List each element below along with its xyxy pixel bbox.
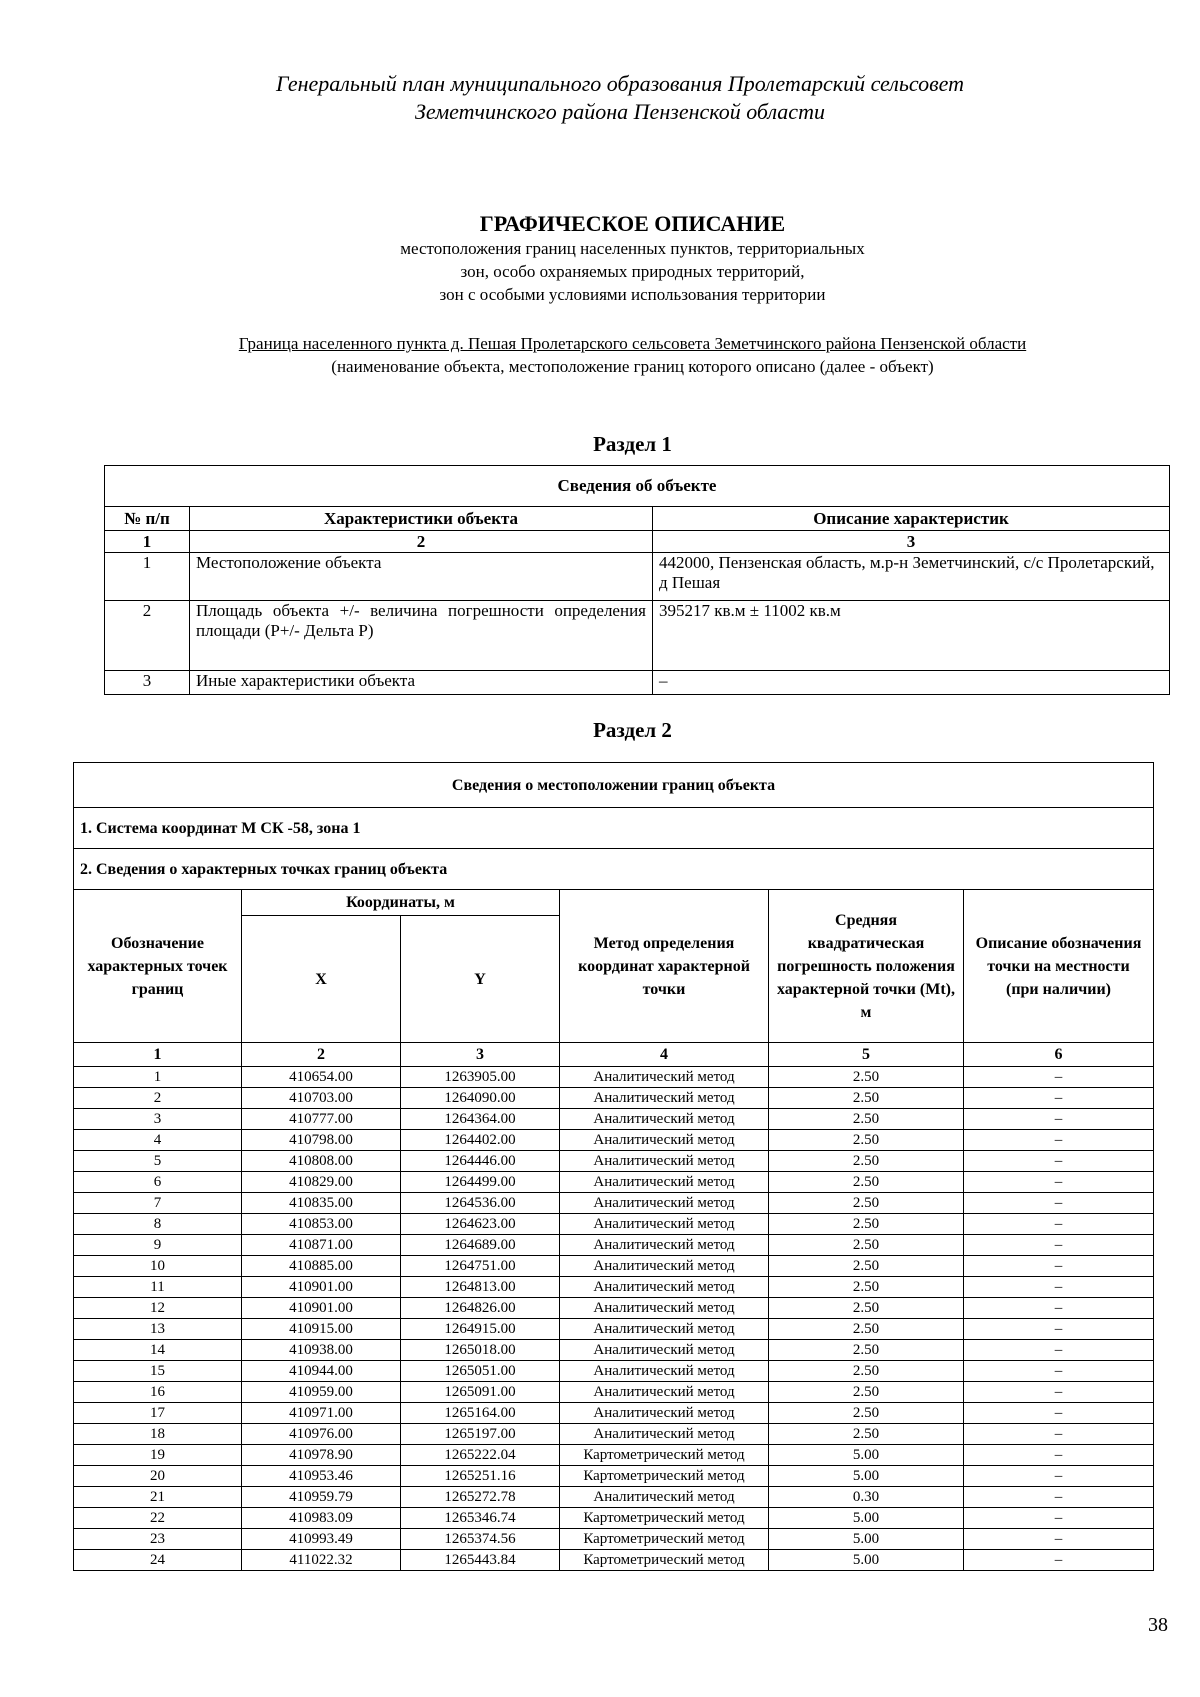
points-body: [74, 1067, 1154, 1571]
point-error: 2.50: [769, 1193, 964, 1214]
col-number-6: 6: [964, 1043, 1154, 1067]
boundary-points-table: [73, 762, 1154, 1571]
point-description: –: [964, 1109, 1154, 1130]
point-description: –: [964, 1550, 1154, 1571]
col-number-2: 2: [242, 1043, 401, 1067]
point-y: 1264751.00: [401, 1256, 560, 1277]
table-row: [74, 1445, 1154, 1466]
table-row: [74, 1067, 1154, 1088]
point-method: Аналитический метод: [560, 1151, 769, 1172]
point-y: 1264689.00: [401, 1235, 560, 1256]
point-y: 1264402.00: [401, 1130, 560, 1151]
table-row: [105, 601, 1170, 671]
point-id: 16: [74, 1382, 242, 1403]
point-x: 410835.00: [242, 1193, 401, 1214]
row-description: 395217 кв.м ± 11002 кв.м: [653, 601, 1170, 671]
object-info-table-title: Сведения об объекте: [105, 466, 1170, 507]
point-method: Аналитический метод: [560, 1130, 769, 1151]
col-header-characteristic: Характеристики объекта: [190, 507, 653, 531]
point-id: 22: [74, 1508, 242, 1529]
table-row: [74, 1172, 1154, 1193]
point-id: 8: [74, 1214, 242, 1235]
table-row: [105, 553, 1170, 601]
table-row: [74, 1088, 1154, 1109]
col-number-4: 4: [560, 1043, 769, 1067]
point-method: Аналитический метод: [560, 1172, 769, 1193]
point-description: –: [964, 1235, 1154, 1256]
point-id: 3: [74, 1109, 242, 1130]
table-row: [74, 1424, 1154, 1445]
point-description: –: [964, 1172, 1154, 1193]
col-header-error: Средняя квадратическая погрешность положения характерной точки (Mt), м: [769, 890, 964, 1043]
point-y: 1264623.00: [401, 1214, 560, 1235]
point-y: 1265091.00: [401, 1382, 560, 1403]
object-name: Граница населенного пункта д. Пешая Пролетарского сельсовета Земетчинского района Пензенской области: [238, 334, 1027, 353]
point-id: 14: [74, 1340, 242, 1361]
point-y: 1263905.00: [401, 1067, 560, 1088]
table-row: [74, 1550, 1154, 1571]
point-method: Аналитический метод: [560, 1277, 769, 1298]
point-description: –: [964, 1403, 1154, 1424]
table-row: [74, 1256, 1154, 1277]
point-error: 2.50: [769, 1319, 964, 1340]
header-line-2: Земетчинского района Пензенской области: [415, 99, 825, 124]
table-row: [74, 1193, 1154, 1214]
point-method: Картометрический метод: [560, 1529, 769, 1550]
table-row: [74, 1508, 1154, 1529]
point-method: Аналитический метод: [560, 1382, 769, 1403]
table-row: [74, 1235, 1154, 1256]
points-title-row: 2. Сведения о характерных точках границ объекта: [74, 849, 1154, 890]
table-row: [74, 1151, 1154, 1172]
point-method: Аналитический метод: [560, 1487, 769, 1508]
point-method: Аналитический метод: [560, 1109, 769, 1130]
table-row: [74, 1403, 1154, 1424]
point-description: –: [964, 1382, 1154, 1403]
point-id: 19: [74, 1445, 242, 1466]
point-id: 10: [74, 1256, 242, 1277]
row-description: 442000, Пензенская область, м.р-н Земетчинский, с/с Пролетарский, д Пешая: [653, 553, 1170, 601]
object-name-block: [0, 332, 1200, 378]
point-error: 2.50: [769, 1088, 964, 1109]
point-method: Аналитический метод: [560, 1256, 769, 1277]
point-description: –: [964, 1193, 1154, 1214]
col-header-number: № п/п: [105, 507, 190, 531]
row-number: 1: [105, 553, 190, 601]
point-description: –: [964, 1151, 1154, 1172]
row-characteristic: Местоположение объекта: [190, 553, 653, 601]
row-number: 2: [105, 601, 190, 671]
point-error: 2.50: [769, 1130, 964, 1151]
table-row: [74, 1382, 1154, 1403]
point-id: 1: [74, 1067, 242, 1088]
point-description: –: [964, 1466, 1154, 1487]
point-error: 5.00: [769, 1466, 964, 1487]
subtitle-line-2: зон, особо охраняемых природных территорий,: [460, 262, 805, 281]
col-header-description: Описание характеристик: [653, 507, 1170, 531]
point-error: 0.30: [769, 1487, 964, 1508]
point-y: 1265018.00: [401, 1340, 560, 1361]
point-error: 2.50: [769, 1151, 964, 1172]
point-id: 23: [74, 1529, 242, 1550]
point-method: Аналитический метод: [560, 1361, 769, 1382]
point-id: 6: [74, 1172, 242, 1193]
point-x: 410703.00: [242, 1088, 401, 1109]
point-x: 411022.32: [242, 1550, 401, 1571]
point-x: 410938.00: [242, 1340, 401, 1361]
point-id: 17: [74, 1403, 242, 1424]
point-y: 1264446.00: [401, 1151, 560, 1172]
point-description: –: [964, 1529, 1154, 1550]
point-id: 20: [74, 1466, 242, 1487]
col-number-1: 1: [74, 1043, 242, 1067]
table-row: [74, 1319, 1154, 1340]
point-id: 7: [74, 1193, 242, 1214]
point-y: 1265346.74: [401, 1508, 560, 1529]
point-y: 1264364.00: [401, 1109, 560, 1130]
point-x: 410901.00: [242, 1277, 401, 1298]
point-error: 2.50: [769, 1340, 964, 1361]
point-error: 5.00: [769, 1550, 964, 1571]
point-description: –: [964, 1319, 1154, 1340]
point-method: Картометрический метод: [560, 1445, 769, 1466]
point-description: –: [964, 1067, 1154, 1088]
point-description: –: [964, 1256, 1154, 1277]
point-method: Аналитический метод: [560, 1088, 769, 1109]
point-description: –: [964, 1298, 1154, 1319]
point-y: 1264826.00: [401, 1298, 560, 1319]
point-method: Аналитический метод: [560, 1235, 769, 1256]
document-title: ГРАФИЧЕСКОЕ ОПИСАНИЕ: [479, 211, 786, 236]
point-y: 1265051.00: [401, 1361, 560, 1382]
point-description: –: [964, 1487, 1154, 1508]
subtitle-line-1: местоположения границ населенных пунктов, территориальных: [400, 239, 865, 258]
point-error: 5.00: [769, 1508, 964, 1529]
col-header-y: Y: [401, 916, 560, 1043]
point-error: 2.50: [769, 1109, 964, 1130]
table-row: [74, 1529, 1154, 1550]
row-description: –: [653, 671, 1170, 695]
point-x: 410654.00: [242, 1067, 401, 1088]
section-1-title: Раздел 1: [593, 432, 672, 456]
point-description: –: [964, 1130, 1154, 1151]
point-x: 410976.00: [242, 1424, 401, 1445]
col-header-method: Метод определения координат характерной точки: [560, 890, 769, 1043]
point-method: Аналитический метод: [560, 1214, 769, 1235]
point-x: 410853.00: [242, 1214, 401, 1235]
point-y: 1265197.00: [401, 1424, 560, 1445]
table-row: [74, 1298, 1154, 1319]
col-header-designation: Обозначение характерных точек границ: [74, 890, 242, 1043]
table-row: [74, 1214, 1154, 1235]
point-method: Аналитический метод: [560, 1424, 769, 1445]
point-id: 5: [74, 1151, 242, 1172]
col-header-coords: Координаты, м: [242, 890, 560, 916]
point-x: 410885.00: [242, 1256, 401, 1277]
point-y: 1265251.16: [401, 1466, 560, 1487]
point-method: Аналитический метод: [560, 1319, 769, 1340]
point-y: 1264536.00: [401, 1193, 560, 1214]
point-x: 410959.79: [242, 1487, 401, 1508]
point-x: 410959.00: [242, 1382, 401, 1403]
point-description: –: [964, 1088, 1154, 1109]
point-description: –: [964, 1424, 1154, 1445]
point-description: –: [964, 1445, 1154, 1466]
table-row: [74, 1130, 1154, 1151]
row-number: 3: [105, 671, 190, 695]
point-method: Аналитический метод: [560, 1193, 769, 1214]
point-error: 2.50: [769, 1382, 964, 1403]
table-row: [74, 1466, 1154, 1487]
point-error: 5.00: [769, 1529, 964, 1550]
section-2-title: Раздел 2: [593, 718, 672, 742]
point-method: Картометрический метод: [560, 1508, 769, 1529]
point-description: –: [964, 1214, 1154, 1235]
point-y: 1265222.04: [401, 1445, 560, 1466]
point-error: 5.00: [769, 1445, 964, 1466]
header-line-1: Генеральный план муниципального образования Пролетарский сельсовет: [275, 71, 964, 96]
point-id: 4: [74, 1130, 242, 1151]
point-x: 410901.00: [242, 1298, 401, 1319]
point-y: 1264813.00: [401, 1277, 560, 1298]
point-id: 21: [74, 1487, 242, 1508]
point-y: 1264090.00: [401, 1088, 560, 1109]
point-method: Аналитический метод: [560, 1340, 769, 1361]
col-number-5: 5: [769, 1043, 964, 1067]
point-id: 2: [74, 1088, 242, 1109]
point-y: 1265272.78: [401, 1487, 560, 1508]
point-error: 2.50: [769, 1403, 964, 1424]
point-method: Картометрический метод: [560, 1550, 769, 1571]
point-x: 410808.00: [242, 1151, 401, 1172]
col-number-3: 3: [653, 531, 1170, 553]
point-y: 1264499.00: [401, 1172, 560, 1193]
col-header-location-description: Описание обозначения точки на местности (при наличии): [964, 890, 1154, 1043]
table-row: [105, 671, 1170, 695]
point-method: Аналитический метод: [560, 1298, 769, 1319]
point-method: Аналитический метод: [560, 1403, 769, 1424]
point-description: –: [964, 1361, 1154, 1382]
point-x: 410798.00: [242, 1130, 401, 1151]
point-id: 12: [74, 1298, 242, 1319]
row-characteristic: Площадь объекта +/- величина погрешности определения площади (Р+/- Дельта Р): [190, 601, 653, 671]
point-id: 11: [74, 1277, 242, 1298]
point-x: 410944.00: [242, 1361, 401, 1382]
point-error: 2.50: [769, 1067, 964, 1088]
point-x: 410777.00: [242, 1109, 401, 1130]
point-x: 410971.00: [242, 1403, 401, 1424]
point-id: 13: [74, 1319, 242, 1340]
point-x: 410993.49: [242, 1529, 401, 1550]
point-id: 18: [74, 1424, 242, 1445]
point-error: 2.50: [769, 1424, 964, 1445]
point-method: Аналитический метод: [560, 1067, 769, 1088]
table-row: [74, 1487, 1154, 1508]
table-row: [74, 1277, 1154, 1298]
document-header: [0, 70, 1200, 126]
point-y: 1265443.84: [401, 1550, 560, 1571]
table-row: [74, 1340, 1154, 1361]
point-error: 2.50: [769, 1361, 964, 1382]
col-number-1: 1: [105, 531, 190, 553]
point-method: Картометрический метод: [560, 1466, 769, 1487]
table-row: [74, 1361, 1154, 1382]
point-error: 2.50: [769, 1214, 964, 1235]
row-characteristic: Иные характеристики объекта: [190, 671, 653, 695]
subtitle-line-3: зон с особыми условиями использования территории: [439, 285, 826, 304]
point-error: 2.50: [769, 1256, 964, 1277]
point-id: 15: [74, 1361, 242, 1382]
point-y: 1265164.00: [401, 1403, 560, 1424]
point-description: –: [964, 1508, 1154, 1529]
point-error: 2.50: [769, 1235, 964, 1256]
point-description: –: [964, 1277, 1154, 1298]
point-error: 2.50: [769, 1172, 964, 1193]
col-header-x: X: [242, 916, 401, 1043]
point-x: 410953.46: [242, 1466, 401, 1487]
title-block: [0, 211, 1200, 306]
point-description: –: [964, 1340, 1154, 1361]
col-number-2: 2: [190, 531, 653, 553]
point-error: 2.50: [769, 1277, 964, 1298]
page-number: 38: [1148, 1614, 1168, 1636]
point-id: 24: [74, 1550, 242, 1571]
coord-system-row: 1. Система координат М СК -58, зона 1: [74, 808, 1154, 849]
point-id: 9: [74, 1235, 242, 1256]
point-y: 1265374.56: [401, 1529, 560, 1550]
point-x: 410915.00: [242, 1319, 401, 1340]
point-x: 410978.90: [242, 1445, 401, 1466]
point-y: 1264915.00: [401, 1319, 560, 1340]
point-x: 410871.00: [242, 1235, 401, 1256]
table-row: [74, 1109, 1154, 1130]
object-info-table: [104, 465, 1170, 695]
point-error: 2.50: [769, 1298, 964, 1319]
col-number-3: 3: [401, 1043, 560, 1067]
point-x: 410983.09: [242, 1508, 401, 1529]
boundary-table-title: Сведения о местоположении границ объекта: [74, 763, 1154, 808]
point-x: 410829.00: [242, 1172, 401, 1193]
object-name-caption: (наименование объекта, местоположение границ которого описано (далее - объект): [331, 357, 934, 376]
